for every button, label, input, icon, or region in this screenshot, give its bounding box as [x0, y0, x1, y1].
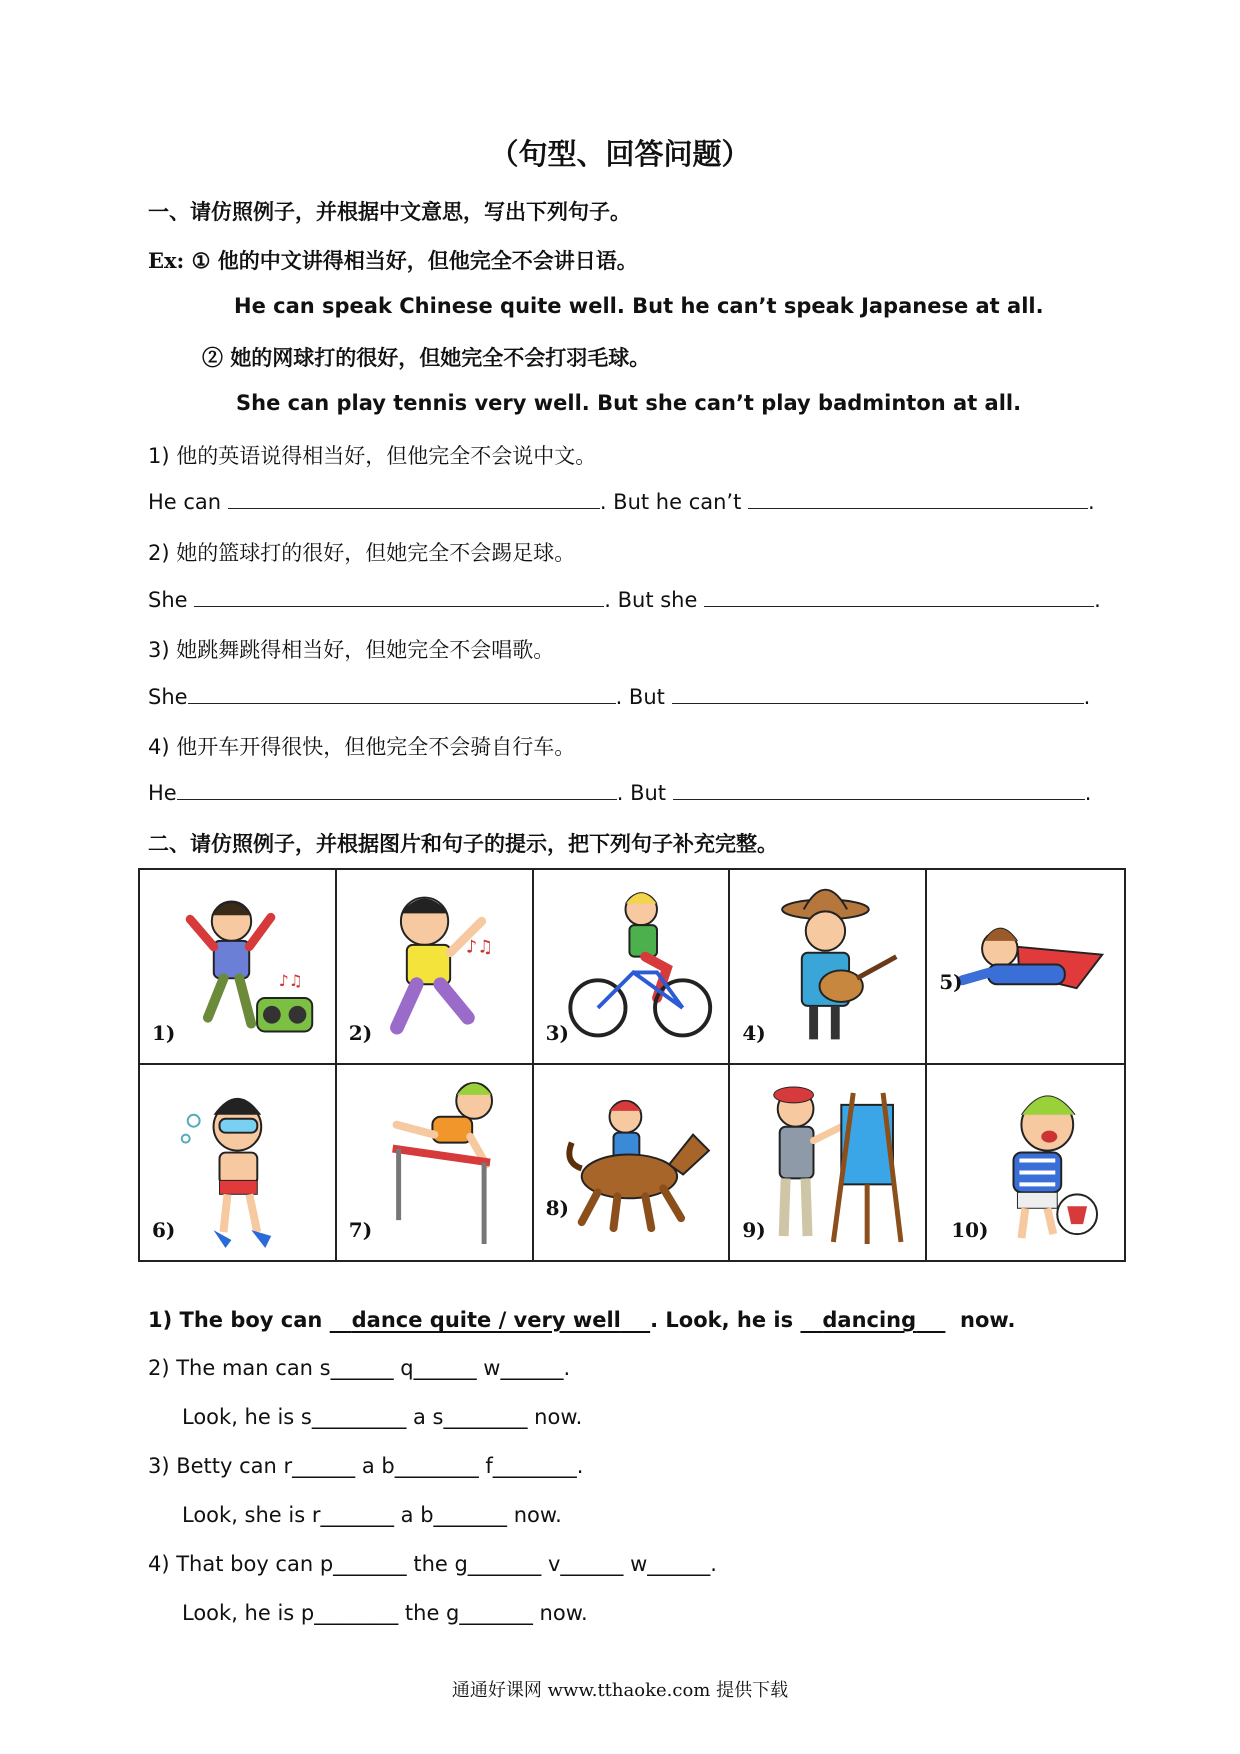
picture-number-7: 7): [348, 1218, 373, 1242]
item4-end: .: [1084, 781, 1092, 805]
item1-blank-b[interactable]: [748, 488, 1088, 509]
picture-grid: [138, 868, 1126, 1262]
item2-start: She: [148, 588, 188, 612]
svg-text:♪♫: ♪♫: [278, 971, 303, 991]
picture-cell-6: [140, 1065, 337, 1260]
question4-line2[interactable]: Look, he is p________ the g_______ now.: [182, 1601, 588, 1625]
flying-boy-icon: [927, 870, 1124, 1063]
page-title: （句型、回答问题）: [489, 137, 751, 171]
picture-cell-5: [927, 870, 1124, 1065]
item4-answer-line: [148, 779, 1091, 805]
item2-end: .: [1094, 588, 1101, 612]
picture-number-1: 1): [152, 1021, 176, 1045]
item3-start: She: [148, 685, 188, 709]
picture-number-5: 5): [939, 970, 963, 994]
item1-cn: 1) 他的英语说得相当好，但他完全不会说中文。: [148, 444, 597, 468]
example-label: Ex:: [148, 248, 185, 273]
picture-cell-8: [534, 1065, 731, 1260]
example1-english: He can speak Chinese quite well. But he can’t speak Japanese at all.: [234, 294, 1044, 318]
item4-blank-b[interactable]: [673, 779, 1085, 800]
example-end: now.: [960, 1308, 1016, 1332]
item4-start: He: [148, 781, 177, 805]
item4-blank-a[interactable]: [177, 779, 617, 800]
question2-line2[interactable]: Look, he is s_________ a s________ now.: [182, 1405, 583, 1429]
item1-answer-line: [148, 488, 1095, 514]
item1-mid: . But he can’t: [599, 490, 742, 514]
item3-cn: 3) 她跳舞跳得相当好，但她完全不会唱歌。: [148, 638, 555, 662]
example-answer-2: [800, 1308, 945, 1332]
item4-mid: . But: [616, 781, 667, 805]
item2-cn: 2) 她的篮球打的很好，但她完全不会踢足球。: [148, 541, 576, 565]
section2-heading: 二、请仿照例子，并根据图片和句子的提示，把下列句子补充完整。: [148, 831, 778, 856]
item4-cn: 4) 他开车开得很快，但他完全不会骑自行车。: [148, 735, 576, 759]
picture-number-6: 6): [152, 1218, 176, 1242]
picture-cell-4: [730, 870, 927, 1065]
picture-cell-7: [337, 1065, 534, 1260]
item3-blank-a[interactable]: [188, 683, 616, 704]
question4-line1[interactable]: 4) That boy can p_______ the g_______ v______ w______.: [148, 1552, 717, 1576]
item1-end: .: [1088, 490, 1095, 514]
picture-cell-9: [730, 1065, 927, 1260]
item3-end: .: [1083, 685, 1091, 709]
picture-number-4: 4): [742, 1021, 766, 1045]
example2-cn: [202, 342, 650, 372]
picture-number-3: 3): [545, 1021, 569, 1045]
section1-heading: 一、请仿照例子，并根据中文意思，写出下列句子。: [148, 199, 631, 224]
item2-mid: . But she: [604, 588, 698, 612]
picture-cell-2: [337, 870, 534, 1065]
picture-number-9: 9): [742, 1218, 766, 1242]
example1-chinese: 他的中文讲得相当好，但他完全不会讲日语。: [217, 248, 638, 273]
item3-answer-line: [148, 683, 1090, 709]
example-sentence: [148, 1308, 1015, 1332]
picture-number-2: 2): [348, 1021, 373, 1045]
picture-cell-10: [927, 1065, 1124, 1260]
picture-cell-3: [534, 870, 731, 1065]
example-start: 1) The boy can: [148, 1308, 323, 1332]
item2-answer-line: [148, 586, 1101, 612]
item2-blank-a[interactable]: [194, 586, 604, 607]
example2-chinese: 她的网球打的很好，但她完全不会打羽毛球。: [230, 345, 651, 370]
example2-english: She can play tennis very well. But she can’t play badminton at all.: [236, 391, 1022, 415]
boy-riding-horse-icon: [534, 1065, 729, 1260]
question3-line1[interactable]: 3) Betty can r______ a b________ f________.: [148, 1454, 584, 1478]
picture-number-8: 8): [545, 1196, 569, 1220]
question2-line1[interactable]: 2) The man can s______ q______ w______.: [148, 1356, 571, 1380]
item2-blank-b[interactable]: [704, 586, 1094, 607]
item3-mid: . But: [615, 685, 665, 709]
example-answer-1-text: dance quite / very well: [351, 1308, 621, 1332]
example2-number: ②: [202, 345, 223, 370]
example-mid: . Look, he is: [650, 1308, 794, 1332]
svg-text:♪♫: ♪♫: [465, 937, 493, 958]
example-answer-1: [330, 1308, 650, 1332]
question3-line2[interactable]: Look, she is r_______ a b_______ now.: [182, 1503, 562, 1527]
item1-start: He can: [148, 490, 222, 514]
picture-cell-1: [140, 870, 337, 1065]
picture-number-10: 10): [951, 1218, 989, 1242]
example1-number: ①: [191, 248, 211, 273]
example1-cn: [148, 245, 638, 275]
page-footer: 通通好课网 www.tthaoke.com 提供下载: [451, 1680, 789, 1701]
item3-blank-b[interactable]: [672, 683, 1084, 704]
example-answer-2-text: dancing: [822, 1308, 917, 1332]
item1-blank-a[interactable]: [228, 488, 600, 509]
